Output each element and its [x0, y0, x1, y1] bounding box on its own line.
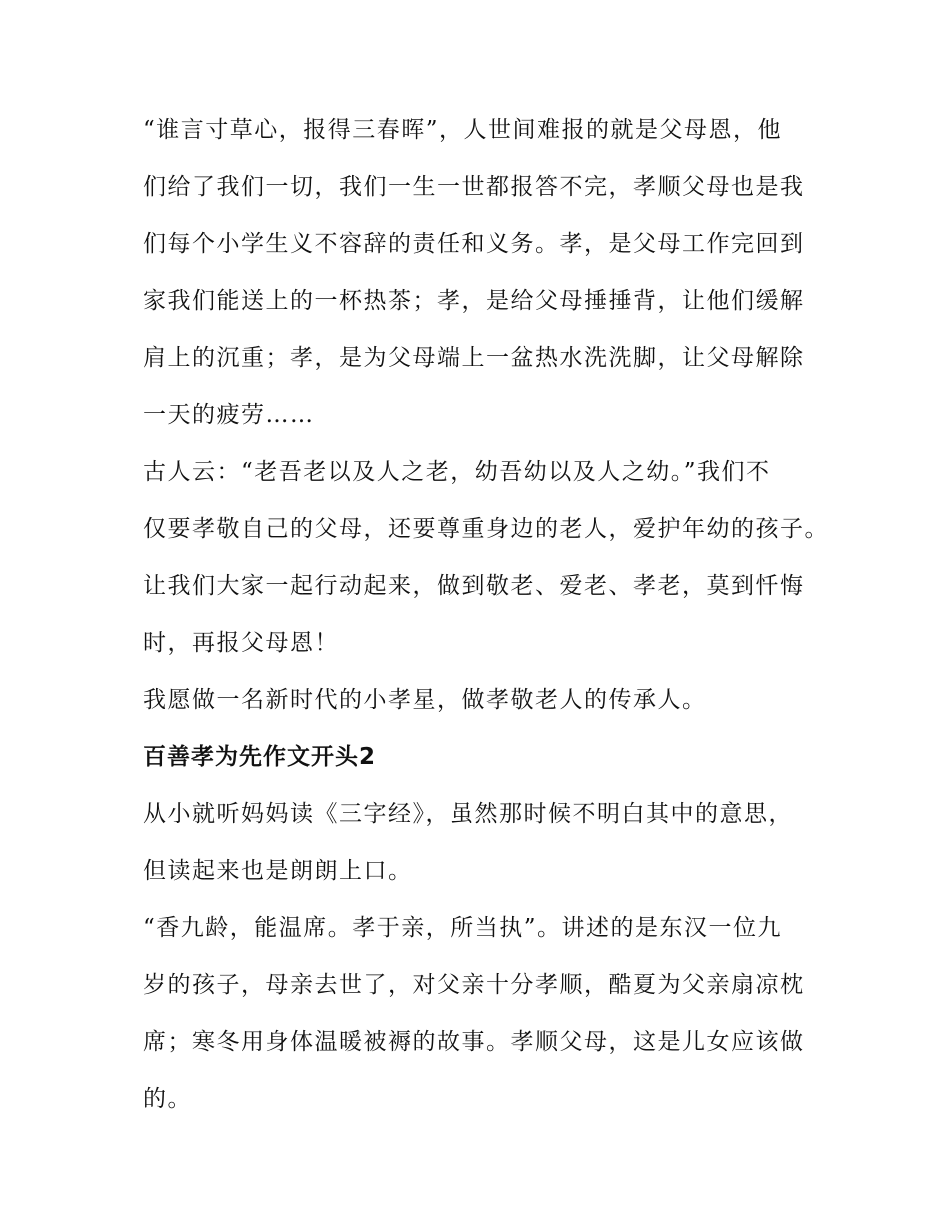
text-line: 们给了我们一切，我们一生一世都报答不完，孝顺父母也是我 [143, 174, 805, 200]
text-line: 的。 [143, 1086, 192, 1112]
text-line: 我愿做一名新时代的小孝星，做孝敬老人的传承人。 [143, 687, 707, 713]
text-line: 仅要孝敬自己的父母，还要尊重身边的老人，爱护年幼的孩子。 [143, 516, 829, 542]
text-line: “香九龄，能温席。孝于亲，所当执”。讲述的是东汉一位九 [143, 915, 783, 941]
text-line: 一天的疲劳…… [143, 402, 315, 428]
section-heading: 百善孝为先作文开头2 [143, 744, 377, 770]
text-line: 时，再报父母恩！ [143, 630, 339, 656]
text-line: 让我们大家一起行动起来，做到敬老、爱老、孝老，莫到忏悔 [143, 573, 805, 599]
text-line: 们每个小学生义不容辞的责任和义务。孝，是父母工作完回到 [143, 231, 805, 257]
text-line: 家我们能送上的一杯热茶；孝，是给父母捶捶背，让他们缓解 [143, 288, 805, 314]
text-line: 肩上的沉重；孝，是为父母端上一盆热水洗洗脚，让父母解除 [143, 345, 805, 371]
text-line: 席；寒冬用身体温暖被褥的故事。孝顺父母，这是儿女应该做 [143, 1029, 805, 1055]
text-line: “谁言寸草心，报得三春晖”，人世间难报的就是父母恩，他 [143, 117, 783, 143]
text-line: 岁的孩子，母亲去世了，对父亲十分孝顺，酷夏为父亲扇凉枕 [143, 972, 805, 998]
text-line: 但读起来也是朗朗上口。 [143, 858, 413, 884]
document-page [143, 110, 843, 1136]
text-line: 古人云：“老吾老以及人之老，幼吾幼以及人之幼。”我们不 [143, 459, 771, 485]
text-line: 从小就听妈妈读《三字经》，虽然那时候不明白其中的意思， [143, 801, 793, 827]
